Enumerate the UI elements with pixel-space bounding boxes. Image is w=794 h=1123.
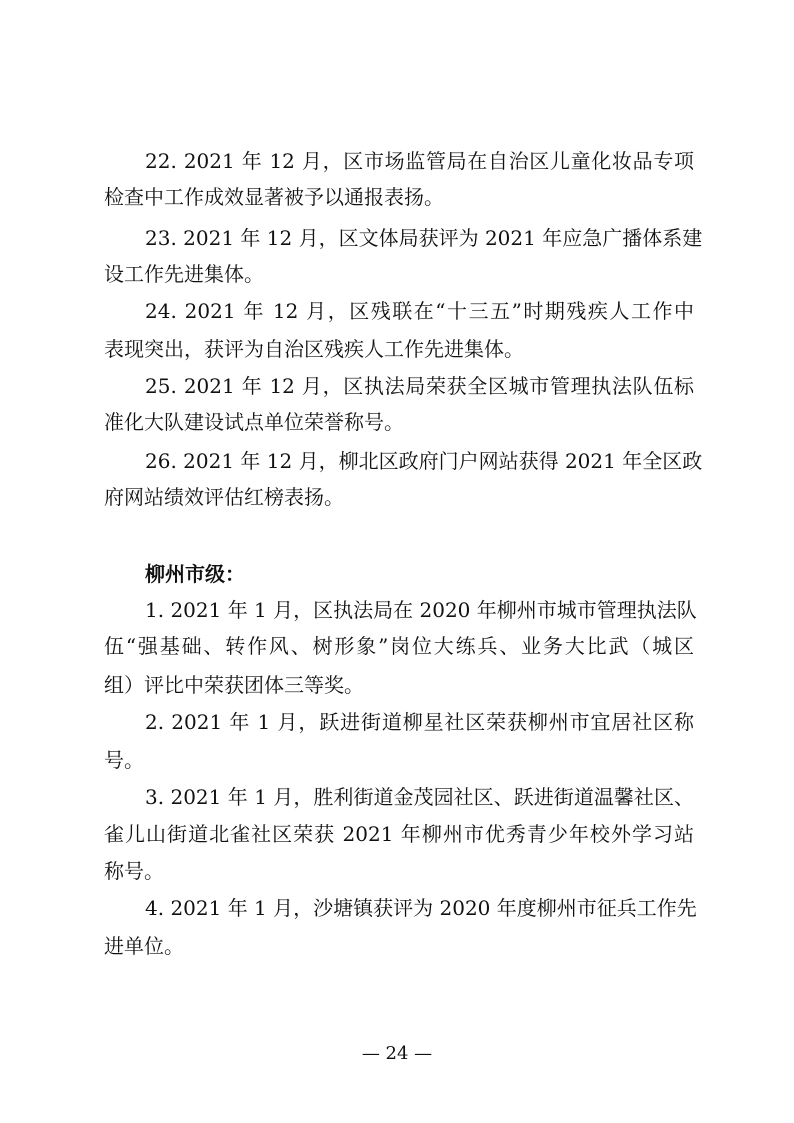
city-item-3-line-3: 称号。: [104, 859, 164, 883]
city-item-3-line-2: 雀儿山街道北雀社区荣获 2021 年柳州市优秀青少年校外学习站: [104, 822, 694, 846]
city-item-1-line-2: 伍“强基础、转作风、树形象”岗位大练兵、业务大比武（城区: [104, 634, 694, 658]
item-26-line-1: 26. 2021 年 12 月，柳北区政府门户网站获得 2021 年全区政: [145, 449, 703, 473]
city-item-4-line-1: 4. 2021 年 1 月，沙塘镇获评为 2020 年度柳州市征兵工作先: [145, 896, 697, 920]
city-item-2-line-1: 2. 2021 年 1 月，跃进街道柳星社区荣获柳州市宜居社区称: [145, 710, 694, 734]
city-item-1-line-3: 组）评比中荣获团体三等奖。: [104, 673, 364, 697]
item-25-line-2: 准化大队建设试点单位荣誉称号。: [104, 410, 404, 434]
item-24-line-2: 表现突出，获评为自治区残疾人工作先进集体。: [104, 337, 524, 361]
city-item-1-line-1: 1. 2021 年 1 月，区执法局在 2020 年柳州市城市管理执法队: [145, 598, 697, 622]
city-item-3-line-1: 3. 2021 年 1 月，胜利街道金茂园社区、跃进街道温馨社区、: [145, 785, 694, 809]
item-23-line-2: 设工作先进集体。: [104, 262, 264, 286]
item-22-line-2: 检查中工作成效显著被予以通报表扬。: [104, 185, 444, 209]
item-25-line-1: 25. 2021 年 12 月，区执法局荣获全区城市管理执法队伍标: [145, 374, 694, 398]
item-23-line-1: 23. 2021 年 12 月，区文体局获评为 2021 年应急广播体系建: [145, 226, 703, 250]
item-24-line-1: 24. 2021 年 12 月，区残联在“十三五”时期残疾人工作中: [145, 299, 694, 323]
page-number: — 24 —: [361, 1043, 433, 1064]
city-item-2-line-2: 号。: [104, 748, 144, 772]
item-22-line-1: 22. 2021 年 12 月，区市场监管局在自治区儿童化妆品专项: [145, 149, 694, 173]
section-heading-city-level: 柳州市级：: [145, 562, 245, 586]
item-26-line-2: 府网站绩效评估红榜表扬。: [104, 485, 344, 509]
city-item-4-line-2: 进单位。: [104, 934, 184, 958]
